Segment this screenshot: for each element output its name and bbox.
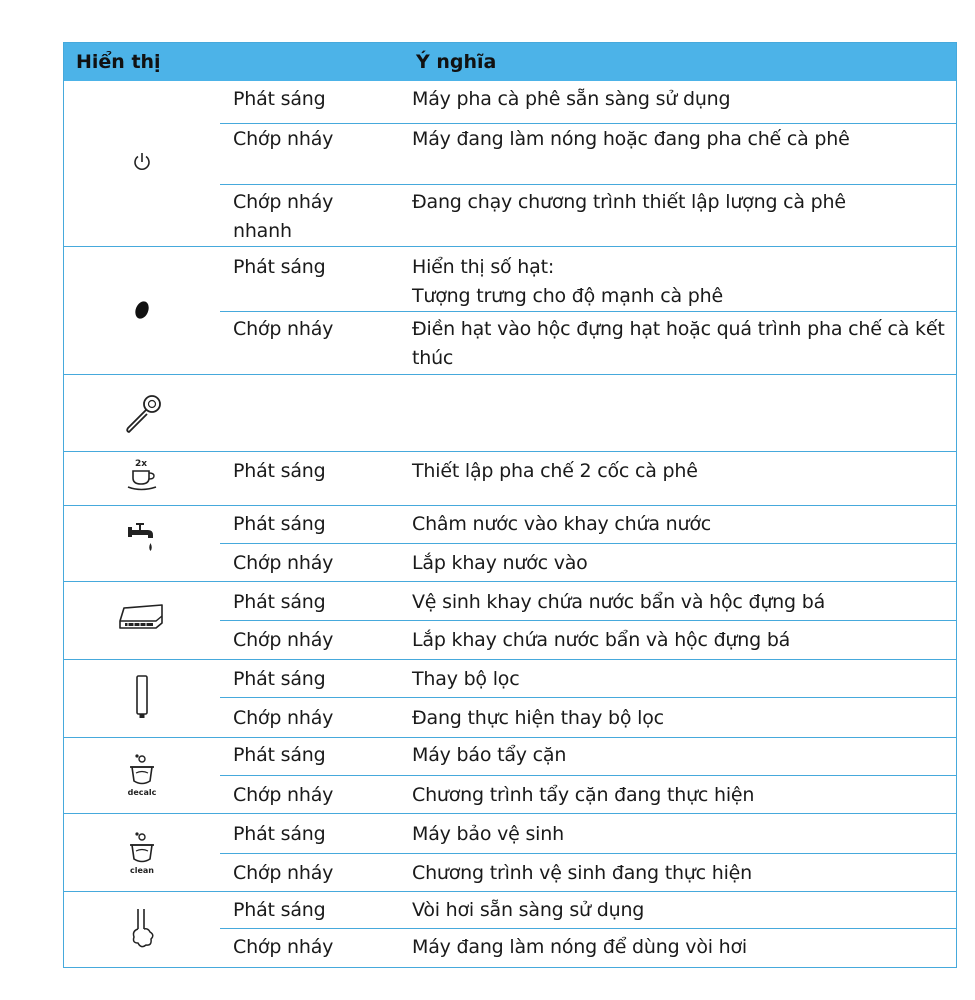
table-header [64, 43, 956, 81]
group-divider [64, 813, 956, 814]
row-divider [220, 543, 956, 544]
group-divider [64, 246, 956, 247]
row-divider [220, 775, 956, 776]
meaning-text: Chương trình vệ sinh đang thực hiện [412, 862, 752, 884]
state-label: Phát sáng [233, 88, 326, 110]
state-label: Chớp nháy [233, 318, 334, 340]
state-label: Chớp nháy [233, 629, 334, 651]
clean-icon-text: clean [129, 866, 155, 875]
coffee-bean-icon [132, 298, 152, 322]
clean-icon [120, 831, 164, 877]
status-indicator-table [63, 42, 957, 968]
group-divider [64, 505, 956, 506]
state-label: Phát sáng [233, 513, 326, 535]
header-display: Hiển thị [76, 51, 161, 73]
group-divider [64, 581, 956, 582]
meaning-text: Máy đang làm nóng hoặc đang pha chế cà phê [412, 128, 850, 150]
state-label: Phát sáng [233, 591, 326, 613]
state-label: Chớp nháy [233, 784, 334, 806]
meaning-text: Vòi hơi sẵn sàng sử dụng [412, 899, 645, 921]
decalc-icon-text: decalc [127, 788, 157, 797]
meaning-text: Châm nước vào khay chứa nước [412, 513, 711, 535]
meaning-text: Đang chạy chương trình thiết lập lượng cà phê [412, 191, 846, 213]
meaning-text: Máy pha cà phê sẵn sàng sử dụng [412, 88, 731, 110]
row-divider [220, 123, 956, 124]
row-divider [220, 184, 956, 185]
state-label: Chớp nháy [233, 936, 334, 958]
group-divider [64, 374, 956, 375]
meaning-text: Thiết lập pha chế 2 cốc cà phê [412, 460, 698, 482]
group-divider [64, 891, 956, 892]
meaning-text: Máy đang làm nóng để dùng vòi hơi [412, 936, 748, 958]
row-divider [220, 311, 956, 312]
state-label: Phát sáng [233, 899, 326, 921]
state-label: Chớp nháy nhanh [233, 191, 334, 242]
meaning-text: Lắp khay chứa nước bẩn và hộc đựng bá [412, 629, 791, 651]
state-label: Chớp nháy [233, 707, 334, 729]
two-cups-icon-text: 2x [135, 459, 148, 469]
row-divider [220, 928, 956, 929]
state-label: Phát sáng [233, 256, 326, 278]
row-divider [220, 697, 956, 698]
drip-tray-icon [116, 601, 166, 635]
meaning-text: Máy bảo vệ sinh [412, 823, 564, 845]
steam-wand-icon [128, 907, 158, 955]
row-divider [220, 853, 956, 854]
state-label: Phát sáng [233, 460, 326, 482]
water-filter-icon [132, 673, 152, 721]
state-label: Chớp nháy [233, 862, 334, 884]
meaning-text: Máy báo tẩy cặn [412, 744, 567, 766]
state-label: Chớp nháy [233, 128, 334, 150]
row-divider [220, 620, 956, 621]
meaning-text: Điền hạt vào hộc đựng hạt hoặc quá trình pha chế cà kết thúc [412, 318, 945, 369]
water-tap-icon [126, 519, 160, 559]
header-meaning: Ý nghĩa [416, 51, 497, 73]
two-cups-icon [126, 457, 160, 493]
meaning-text: Vệ sinh khay chứa nước bẩn và hộc đựng bá [412, 591, 826, 613]
state-label: Phát sáng [233, 823, 326, 845]
power-icon [132, 151, 152, 173]
decalc-icon [120, 753, 164, 799]
state-label: Phát sáng [233, 744, 326, 766]
coffee-spoon-icon [122, 391, 166, 435]
group-divider [64, 451, 956, 452]
group-divider [64, 737, 956, 738]
group-divider [64, 659, 956, 660]
meaning-text: Đang thực hiện thay bộ lọc [412, 707, 664, 729]
meaning-text: Thay bộ lọc [412, 668, 520, 690]
state-label: Phát sáng [233, 668, 326, 690]
meaning-text: Lắp khay nước vào [412, 552, 588, 574]
meaning-text: Hiển thị số hạt: Tượng trưng cho độ mạnh cà phê [412, 256, 723, 307]
state-label: Chớp nháy [233, 552, 334, 574]
meaning-text: Chương trình tẩy cặn đang thực hiện [412, 784, 755, 806]
